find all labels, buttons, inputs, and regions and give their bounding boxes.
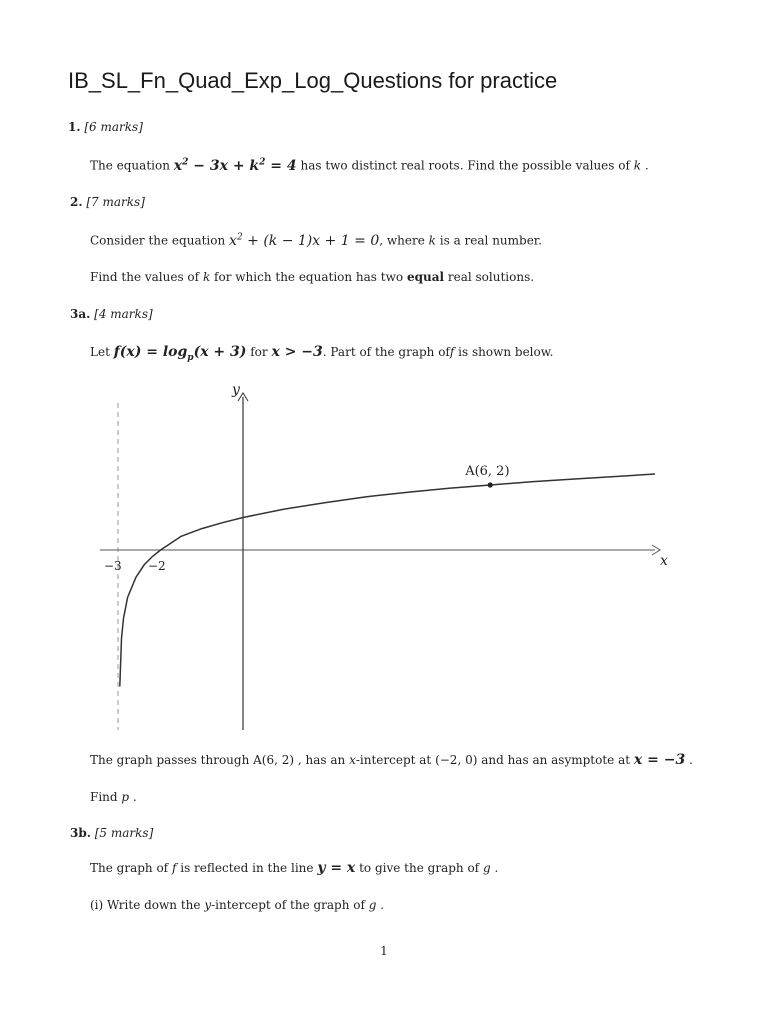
q2-eq-a: x (229, 232, 237, 249)
q3b-line2-mid: -intercept of the graph of (211, 898, 365, 912)
q1-eq-b: − 3x + k (188, 157, 260, 174)
q3b-line1-var2: g (482, 861, 491, 875)
point-a-marker (488, 482, 493, 487)
q3a-passes-x: x (349, 753, 356, 767)
q1-eq-a: x (173, 157, 183, 174)
function-curve (120, 474, 655, 687)
q3a-passes-before: The graph passes through A(6, 2) , has an (90, 753, 346, 767)
q1-eq-sup1: 2 (182, 157, 189, 167)
page-title: IB_SL_Fn_Quad_Exp_Log_Questions for practice (68, 68, 558, 93)
q3a-domain-condition: x > −3 (271, 344, 323, 360)
question-2-line-1 (90, 232, 542, 249)
q2-line1-before: Consider the equation (90, 233, 226, 248)
q3a-var-f: f (449, 345, 455, 359)
question-3b-marks: [5 marks] (94, 826, 154, 840)
q3b-line2-before: (i) Write down the (90, 898, 201, 912)
q1-eq-sup2: 2 (259, 157, 266, 167)
q3b-line2-var: y (204, 898, 212, 912)
question-2-header (70, 195, 145, 209)
q3a-find-end: . (132, 790, 137, 804)
q3a-passes-end: . (689, 753, 693, 767)
question-3b-line-2 (90, 898, 384, 912)
q3a-asymptote-equation: x = −3 (633, 752, 686, 768)
question-1-text (90, 157, 649, 174)
y-axis-label: y (232, 382, 240, 398)
q3b-line-equation: y = x (317, 860, 356, 876)
q3b-line2-var2: g (368, 898, 377, 912)
q2-line2-mid: for which the equation has two (214, 270, 404, 284)
log-function-graph (0, 375, 768, 735)
question-3a-header (70, 307, 153, 321)
q3b-line1-end: . (494, 861, 499, 875)
page-number: 1 (380, 944, 388, 958)
q2-line2-after: real solutions. (447, 270, 535, 284)
q3b-line1-before: The graph of (90, 861, 169, 875)
q1-eq-c: = 4 (265, 157, 297, 174)
question-1-header (68, 120, 143, 134)
x-axis-label: x (660, 553, 668, 569)
q1-var-k: k (633, 158, 642, 173)
question-3b-number: 3b. (70, 826, 91, 840)
q3a-after2: is shown below. (458, 345, 554, 359)
tick-label-minus-2: −2 (148, 559, 166, 573)
q3a-find-var: p (121, 790, 130, 804)
q3b-line1-mid: is reflected in the line (180, 861, 314, 875)
q1-text-after: has two distinct real roots. Find the possible values of (300, 158, 630, 173)
q3a-eq-sub: p (187, 352, 194, 363)
q2-line2-bold: equal (406, 270, 445, 284)
q3a-find: Find (90, 790, 118, 804)
question-2-marks: [7 marks] (86, 195, 145, 209)
question-2-number: 2. (70, 195, 83, 209)
q3a-function-equation (113, 344, 247, 363)
point-a-label: A(6, 2) (465, 464, 510, 479)
tick-label-minus-3: −3 (104, 559, 122, 573)
q2-line1-mid: , where (379, 233, 425, 248)
q2-eq-b: + (k − 1)x + 1 = 0 (242, 232, 380, 249)
q3a-eq-f: f(x) = log (113, 344, 188, 360)
q3b-line2-end: . (380, 898, 385, 912)
question-3a-line-1 (90, 344, 553, 363)
q1-text-before: The equation (90, 158, 170, 173)
question-1-marks: [6 marks] (84, 120, 143, 134)
question-1-number: 1. (68, 120, 81, 134)
question-3a-number: 3a. (70, 307, 91, 321)
q3a-for: for (250, 345, 268, 359)
q1-end: . (644, 158, 649, 173)
q2-var-k: k (428, 233, 436, 248)
question-3b-header (70, 826, 153, 840)
question-3a-line-2 (90, 752, 693, 768)
question-3a-marks: [4 marks] (94, 307, 153, 321)
question-3a-line-3 (90, 790, 137, 804)
q3a-eq-arg: (x + 3) (193, 344, 247, 360)
q3a-let: Let (90, 345, 110, 359)
question-2-line-2 (90, 270, 534, 284)
question-3b-line-1 (90, 860, 498, 876)
q3a-passes-mid: -intercept at (−2, 0) and has an asymptote at (355, 753, 631, 767)
q3b-line1-var: f (171, 861, 177, 875)
q1-equation (174, 158, 297, 174)
q2-equation (229, 233, 379, 249)
q2-eq-sup: 2 (236, 232, 243, 242)
q2-line2-var: k (202, 270, 211, 284)
q2-line2-before: Find the values of (90, 270, 200, 284)
q3b-line1-after: to give the graph of (359, 861, 480, 875)
q3a-after: . Part of the graph of (322, 345, 450, 359)
q2-line1-after: is a real number. (439, 233, 543, 248)
